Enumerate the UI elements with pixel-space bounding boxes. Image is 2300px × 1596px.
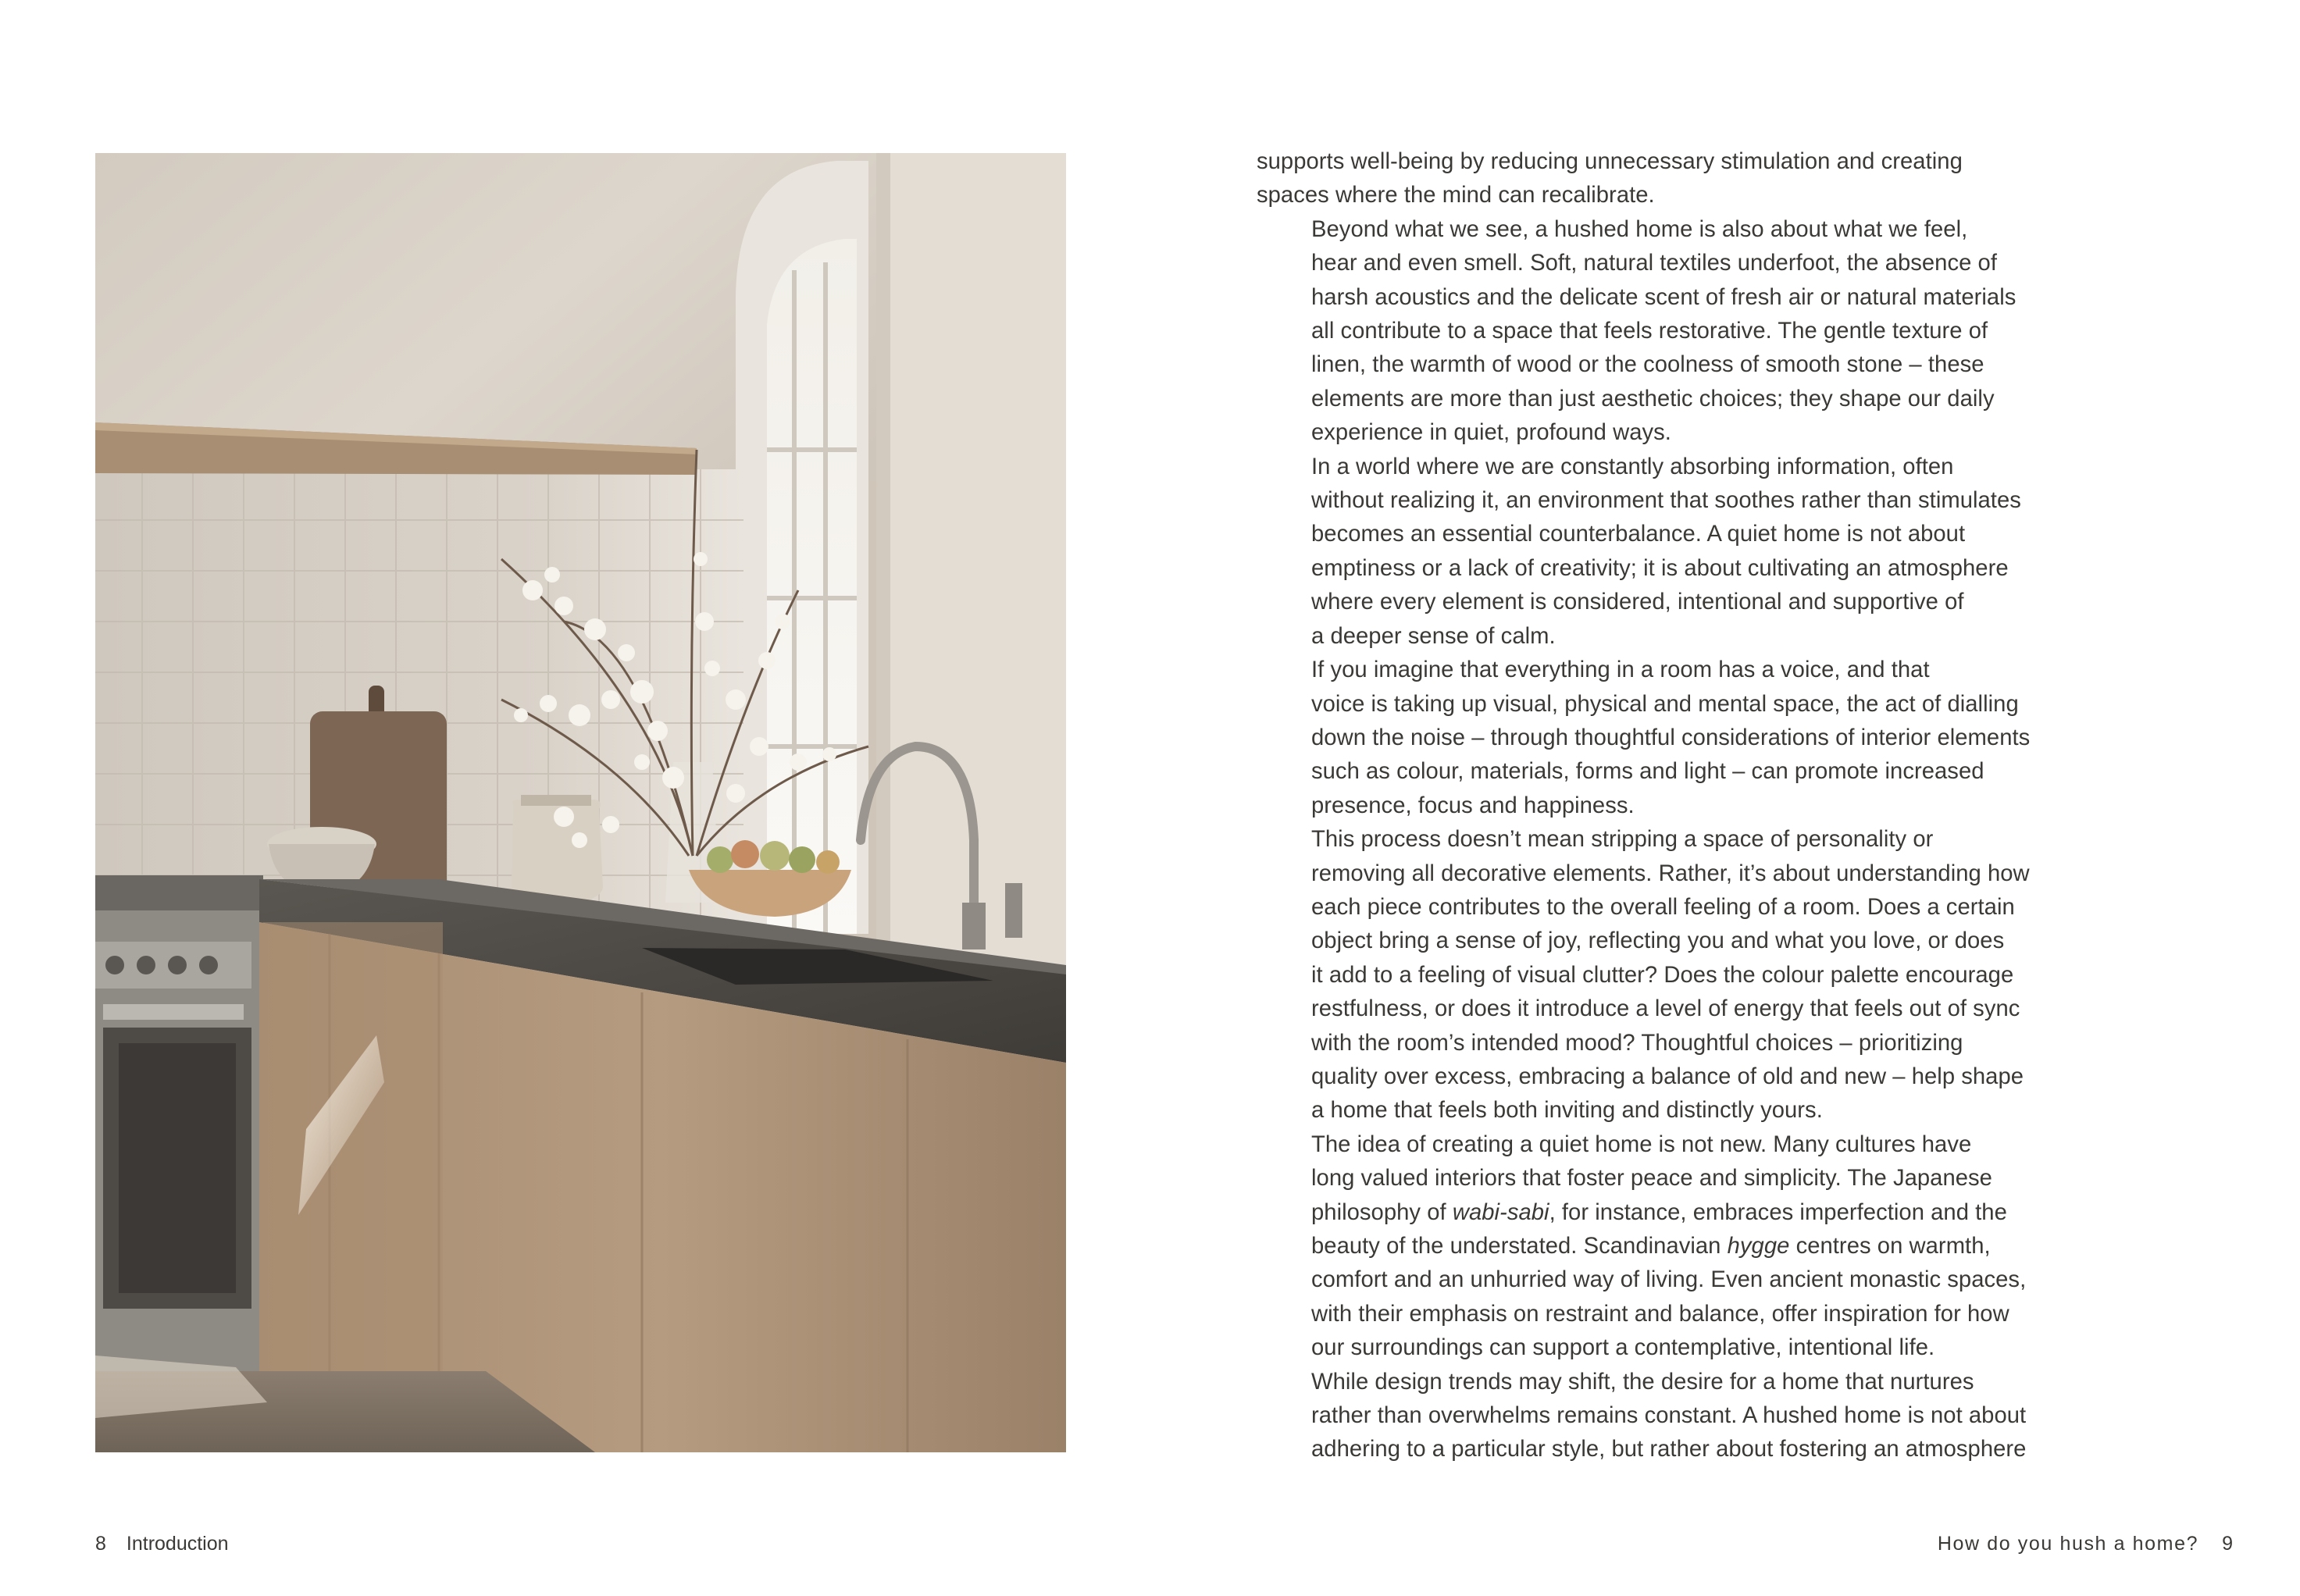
text-line: While design trends may shift, the desire for a home that nurtures [1311,1369,1974,1395]
text-line: experience in quiet, profound ways. [1311,420,1671,446]
kitchen-photo [95,153,1066,1452]
paragraph [1257,1366,2038,1467]
text-line: all contribute to a space that feels restorative. The gentle texture of [1311,319,1988,344]
italic-term-hygge: hygge [1727,1234,1790,1259]
text-line: adhering to a particular style, but rather about fostering an atmosphere [1311,1437,2027,1462]
text-line: linen, the warmth of wood or the coolness of smooth stone – these [1311,352,1984,378]
text-line: The idea of creating a quiet home is not new. Many cultures have [1311,1131,1972,1157]
text-line: our surroundings can support a contemplative, intentional life. [1311,1335,1935,1361]
paragraph [1257,654,2038,823]
text-line: it add to a feeling of visual clutter? Does the colour palette encourage [1311,962,2014,988]
text-line: a home that feels both inviting and distinctly yours. [1311,1098,1823,1124]
body-text [1257,145,2038,1467]
page-number-right: 9 [2222,1533,2233,1555]
text-line [1257,1196,2038,1230]
text-line: voice is taking up visual, physical and mental space, the act of dialling [1311,691,2019,717]
paragraph [1257,145,2038,213]
text-line: object bring a sense of joy, reflecting you and what you love, or does [1311,928,2005,954]
page-number-left: 8 [95,1533,106,1555]
text-line: emptiness or a lack of creativity; it is about cultivating an atmosphere [1311,555,2009,581]
text-line: without realizing it, an environment that soothes rather than stimulates [1311,488,2021,514]
text-line: removing all decorative elements. Rather, it’s about understanding how [1311,860,2030,886]
paragraph [1257,213,2038,451]
text-run: , for instance, embraces imperfection and the [1549,1199,2007,1225]
text-line: Beyond what we see, a hushed home is also about what we feel, [1311,216,1968,242]
text-line: where every element is considered, intentional and supportive of [1311,590,1964,615]
text-run: philosophy of [1311,1199,1453,1225]
text-line: a deeper sense of calm. [1311,623,1556,649]
folio-right [1938,1532,2233,1555]
text-line: In a world where we are constantly absorbing information, often [1311,454,1954,479]
text-line: harsh acoustics and the delicate scent of fresh air or natural materials [1311,284,2017,310]
text-line: spaces where the mind can recalibrate. [1257,183,1655,208]
text-line: hear and even smell. Soft, natural textiles underfoot, the absence of [1311,251,1997,276]
paragraph [1257,823,2038,1128]
text-line: presence, focus and happiness. [1311,793,1635,818]
text-line: down the noise – through thoughtful considerations of interior elements [1311,725,2031,750]
paragraph [1257,451,2038,654]
running-head-right: How do you hush a home? [1937,1533,2199,1555]
text-line: This process doesn’t mean stripping a space of personality or [1311,827,1934,853]
text-line: elements are more than just aesthetic choices; they shape our daily [1311,386,1995,411]
text-line [1257,1230,2038,1263]
text-line: with the room’s intended mood? Thoughtful choices – prioritizing [1311,1030,1963,1056]
text-line: long valued interiors that foster peace and simplicity. The Japanese [1311,1166,1992,1192]
text-line: rather than overwhelms remains constant. A hushed home is not about [1311,1403,2027,1429]
running-head-left: Introduction [126,1533,229,1555]
text-line: If you imagine that everything in a room has a voice, and that [1311,657,1930,683]
text-line: supports well-being by reducing unnecessary stimulation and creating [1257,149,1963,174]
text-line: each piece contributes to the overall feeling of a room. Does a certain [1311,894,2015,920]
text-line: comfort and an unhurried way of living. Even ancient monastic spaces, [1311,1267,2027,1293]
text-line: becomes an essential counterbalance. A quiet home is not about [1311,522,1966,547]
text-line: such as colour, materials, forms and light – can promote increased [1311,759,1984,785]
paragraph [1257,1128,2038,1366]
folio-left [95,1532,229,1555]
text-line: quality over excess, embracing a balance of old and new – help shape [1311,1063,2024,1089]
text-run: centres on warmth, [1789,1234,1991,1259]
text-line: restfulness, or does it introduce a level of energy that feels out of sync [1311,996,2020,1022]
italic-term-wabi-sabi: wabi-sabi [1452,1199,1549,1225]
text-line: with their emphasis on restraint and balance, offer inspiration for how [1311,1301,2009,1327]
text-run: beauty of the understated. Scandinavian [1311,1234,1728,1259]
